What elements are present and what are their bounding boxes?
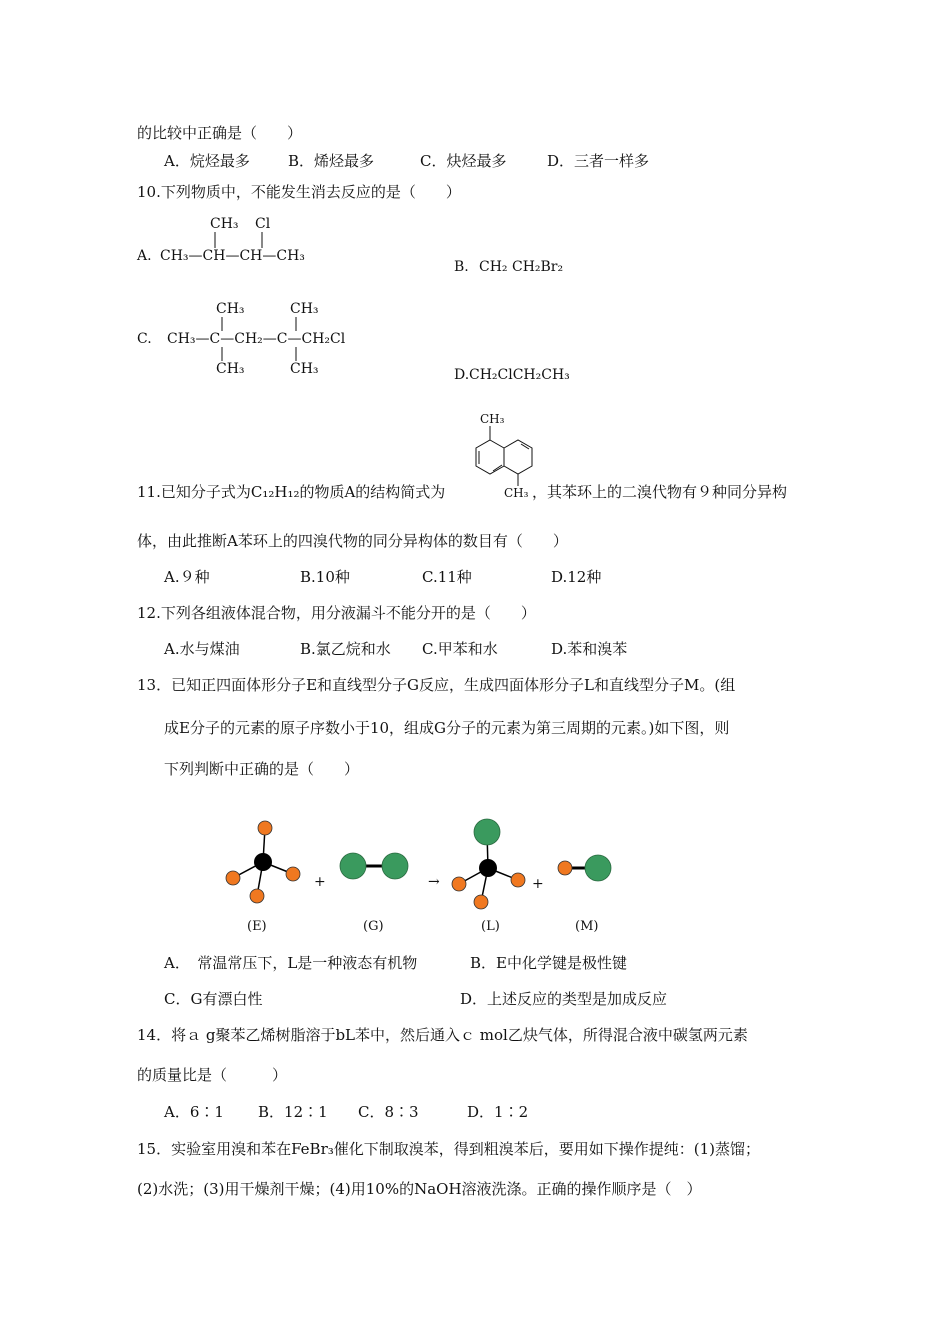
q14-option-b: B．12∶1 [258,1103,328,1121]
q12-stem: 12.下列各组液体混合物，用分液漏斗不能分开的是（ ） [137,604,536,622]
label-g: (G) [363,919,384,934]
q10-option-c-bottom-ch3-2: CH₃ [290,361,319,377]
label-m: (M) [575,919,599,934]
q11-option-c: C.11种 [422,568,472,586]
reaction-arrow: → [428,874,440,890]
q13-stem-line3: 下列判断中正确的是（ ） [164,760,360,778]
q15-stem-line1: 15．实验室用溴和苯在FeBr₃催化下制取溴苯，得到粗溴苯后，要用如下操作提纯：(1)蒸馏； [137,1140,761,1158]
q10-option-b-formula: CH₂ CH₂Br₂ [479,259,564,275]
q15-stem-line2: (2)水洗；(3)用干燥剂干燥；(4)用10%的NaOH溶液洗涤。正确的操作顺序是（ ） [137,1180,702,1198]
q14-stem-line2: 的质量比是（ ） [137,1066,288,1084]
q12-option-d: D.苯和溴苯 [551,640,628,658]
q11-option-b: B.10种 [300,568,350,586]
q10-option-c-bottom-ch3-1: CH₃ [216,361,245,377]
q11-stem-line2: 体，由此推断A苯环上的四溴代物的同分异构体的数目有（ ） [137,532,568,550]
q9-option-d: D．三者一样多 [547,152,650,170]
q12-option-b: B.氯乙烷和水 [300,640,391,658]
q11-struct-bottom-ch3: CH₃ [504,486,529,500]
q14-option-d: D．1∶2 [467,1103,529,1121]
q13-stem-line1: 13．已知正四面体形分子E和直线型分子G反应，生成四面体形分子L和直线型分子M。(组 [137,676,736,694]
q13-option-d: D．上述反应的类型是加成反应 [460,990,668,1008]
q12-option-a: A.水与煤油 [164,640,240,658]
q10-option-c-bonds [210,315,320,365]
q10-option-a-main-chain: CH₃—CH—CH—CH₃ [160,248,305,264]
q10-option-d-formula: CH₂ClCH₂CH₃ [469,367,570,383]
q9-option-b: B．烯烃最多 [288,152,375,170]
q14-stem-line1: 14．将ａ g聚苯乙烯树脂溶于bL苯中，然后通入ｃ mol乙炔气体，所得混合液中碳氢两元素 [137,1026,748,1044]
q13-option-a: A． 常温常压下，L是一种液态有机物 [164,954,418,972]
label-l: (L) [481,919,500,934]
q10-stem: 10.下列物质中，不能发生消去反应的是（ ） [137,183,461,201]
q10-option-c-top-ch3-1: CH₃ [216,301,245,317]
q13-reaction-diagram [210,810,630,940]
q13-option-c: C．G有漂白性 [164,990,263,1008]
q14-option-a: A．6∶1 [164,1103,224,1121]
molecule-m [558,855,611,881]
q14-option-c: C．8∶3 [358,1103,419,1121]
q9-option-a: A．烷烃最多 [164,152,250,170]
q9-stem-tail: 的比较中正确是（ ） [137,124,303,142]
q10-option-c-top-ch3-2: CH₃ [290,301,319,317]
plus-sign-1: + [314,874,326,890]
q13-stem-line2: 成E分子的元素的原子序数小于10，组成G分子的元素为第三周期的元素。)如下图，则 [164,719,730,737]
q11-struct-top-ch3: CH₃ [480,412,505,426]
q10-option-a-label: A. [137,248,152,264]
q10-option-d-label: D. [454,367,470,383]
q11-stem-after: ，其苯环上的二溴代物有９种同分异构 [532,483,788,501]
q10-option-c-label: C. [137,331,152,347]
molecule-l [452,819,525,909]
q10-option-c-main-chain: CH₃—C—CH₂—C—CH₂Cl [167,331,346,347]
q12-option-c: C.甲苯和水 [422,640,498,658]
q11-stem-before: 11.已知分子式为C₁₂H₁₂的物质A的结构简式为 [137,483,446,501]
q13-option-b: B．E中化学键是极性键 [470,954,627,972]
q10-option-a-top-ch3: CH₃ [210,216,239,232]
molecule-g [340,853,408,879]
molecule-e [226,821,300,903]
q10-option-b-label: B. [454,259,469,275]
q9-option-c: C．炔烃最多 [420,152,507,170]
label-e: (E) [247,919,267,934]
q10-option-a-bonds [200,230,280,252]
q11-option-a: A.９种 [164,568,210,586]
q10-option-a-top-cl: Cl [255,216,271,232]
q11-option-d: D.12种 [551,568,602,586]
plus-sign-2: + [532,876,544,892]
